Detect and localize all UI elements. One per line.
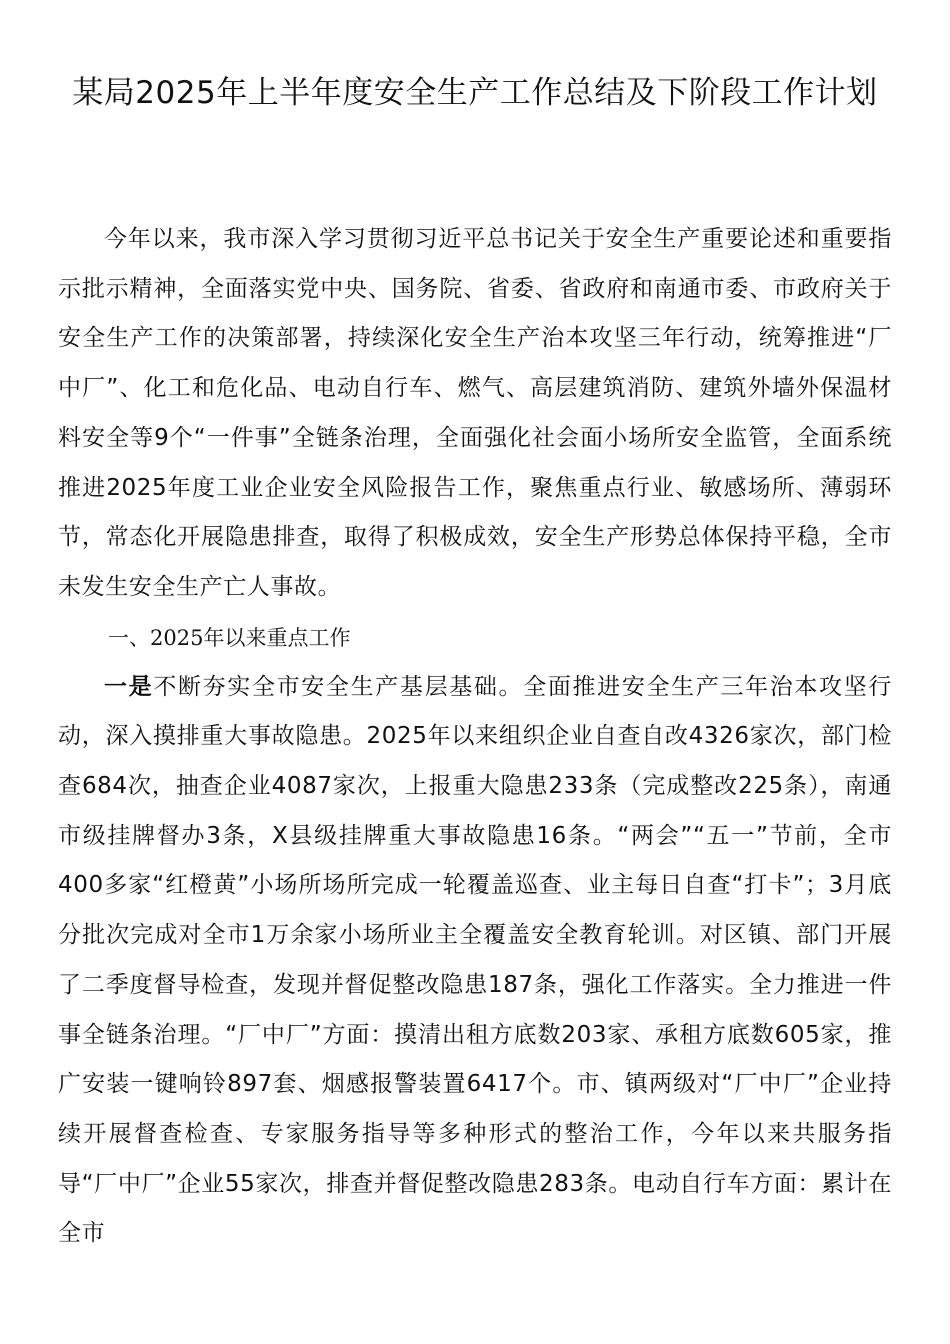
document-body <box>58 215 892 1259</box>
item-lead: 一是 <box>104 673 154 700</box>
section-heading: 一、2025年以来重点工作 <box>108 625 351 650</box>
intro-paragraph: 今年以来，我市深入学习贯彻习近平总书记关于安全生产重要论述和重要指示批示精神，全面落实党中央、国务院、省委、省政府和南通市委、市政府关于安全生产工作的决策部署，持续深化安全生产治本攻坚三年行动，统筹推进“厂中厂”、化工和危化品、电动自行车、燃气、高层建筑消防、建筑外墙外保温材料安全等9个“一件事”全链条治理，全面强化社会面小场所安全监管，全面系统推进2025年度工业企业安全风险报告工作，聚焦重点行业、敏感场所、薄弱环节，常态化开展隐患排查，取得了积极成效，安全生产形势总体保持平稳，全市未发生安全生产亡人事故。 <box>58 226 892 600</box>
section-paragraph <box>58 663 892 1259</box>
item-text: 不断夯实全市安全生产基层基础。全面推进安全生产三年治本攻坚行动，深入摸排重大事故隐患。2025年以来组织企业自查自改4326家次，部门检查684次，抽查企业4087家次，上报重大隐患233条（完成整改225条），南通市级挂牌督办3条，X县级挂牌重大事故隐患16条。“两会”“五一”节前，全市400多家“红橙黄”小场所场所完成一轮覆盖巡查、业主每日自查“打卡”；3月底分批次完成对全市1万余家小场所业主全覆盖安全教育轮训。对区镇、部门开展了二季度督导检查，发现并督促整改隐患187条，强化工作落实。全力推进一件事全链条治理。“厂中厂”方面：摸清出租方底数203家、承租方底数605家，推广安装一键响铃897套、烟感报警装置6417个。市、镇两级对“厂中厂”企业持续开展督查检查、专家服务指导等多种形式的整治工作，今年以来共服务指导“厂中厂”企业55家次，排查并督促整改隐患283条。电动自行车方面：累计在全市 <box>58 673 893 1247</box>
document-title: 某局2025年上半年度安全生产工作总结及下阶段工作计划 <box>72 75 878 111</box>
